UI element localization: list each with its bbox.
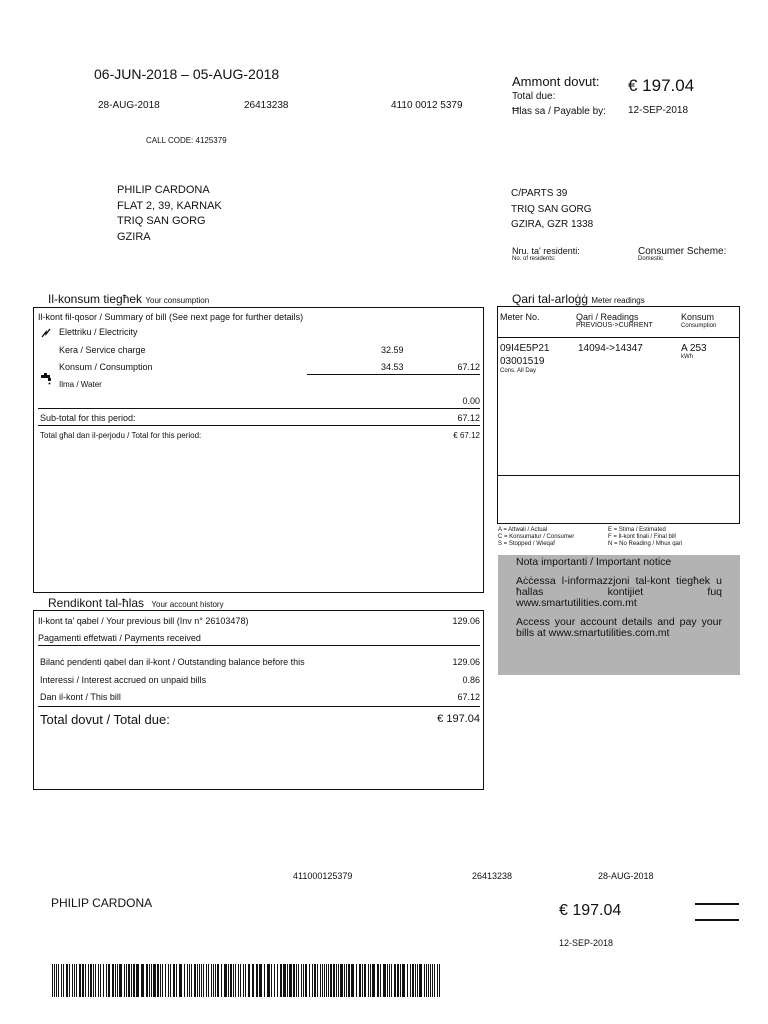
divider bbox=[307, 374, 480, 375]
barcode-bar bbox=[199, 964, 200, 997]
subtotal-value: 67.12 bbox=[457, 413, 480, 423]
total-due-label-history: Total dovut / Total due: bbox=[40, 712, 170, 727]
barcode-bar bbox=[61, 964, 62, 997]
barcode-bar bbox=[410, 964, 411, 997]
barcode-bar bbox=[160, 964, 161, 997]
barcode-bar bbox=[90, 964, 92, 997]
barcode-bar bbox=[430, 964, 431, 997]
consumption-title-en: Your consumption bbox=[145, 296, 210, 305]
meter-title bbox=[512, 292, 645, 306]
outstanding-label: Bilanċ pendenti qabel dan il-kont / Outstanding balance before this bbox=[40, 657, 305, 667]
barcode-bar bbox=[165, 964, 166, 997]
barcode-bar bbox=[213, 964, 214, 997]
consumption-title-mt: Il-konsum tiegħek bbox=[48, 292, 143, 306]
barcode-bar bbox=[131, 964, 132, 997]
barcode-bar bbox=[98, 964, 99, 997]
barcode-bar bbox=[69, 964, 70, 997]
barcode-bar bbox=[298, 964, 299, 997]
address-line: TRIQ SAN GORG bbox=[117, 215, 206, 227]
barcode-bar bbox=[356, 964, 357, 997]
barcode-bar bbox=[173, 964, 175, 997]
amount-due-label: Ammont dovut: bbox=[512, 74, 600, 89]
barcode-bar bbox=[377, 964, 379, 997]
barcode-bar bbox=[189, 964, 190, 997]
barcode-bar bbox=[336, 964, 337, 997]
barcode-bar bbox=[303, 964, 304, 997]
reading-legend-2 bbox=[608, 527, 682, 548]
notice-title: Nota importanti / Important notice bbox=[516, 556, 672, 568]
previous-bill-value: 129.06 bbox=[452, 616, 480, 626]
meter-readings: 14094->14347 bbox=[578, 343, 643, 354]
address-line: C/PARTS 39 bbox=[511, 188, 568, 199]
barcode-bar bbox=[437, 964, 438, 997]
meter-title-en: Meter readings bbox=[591, 296, 645, 305]
barcode-bar bbox=[283, 964, 286, 997]
barcode-bar bbox=[82, 964, 84, 997]
barcode-bar bbox=[338, 964, 339, 997]
barcode-bar bbox=[312, 964, 313, 997]
barcode-bar bbox=[221, 964, 222, 997]
barcode-bar bbox=[330, 964, 332, 997]
barcode-bar bbox=[407, 964, 408, 997]
barcode-bar bbox=[74, 964, 75, 997]
barcode-bar bbox=[76, 964, 77, 997]
barcode-bar bbox=[419, 964, 422, 997]
address-line: TRIQ SAN GORG bbox=[511, 203, 592, 215]
legend-item: C = Konsumatur / Consumer bbox=[498, 534, 575, 540]
reading-legend bbox=[498, 527, 574, 548]
barcode-bar bbox=[346, 964, 347, 997]
meter-box bbox=[497, 306, 740, 524]
barcode-bar bbox=[434, 964, 435, 997]
barcode-bar bbox=[115, 964, 116, 997]
summary-header: Il-kont fil-qosor / Summary of bill (See next page for further details) bbox=[38, 312, 304, 322]
billing-period: 06-JUN-2018 – 05-AUG-2018 bbox=[94, 66, 280, 82]
slip-amount: € 197.04 bbox=[559, 902, 622, 919]
barcode-bar bbox=[402, 964, 405, 997]
barcode-bar bbox=[389, 964, 390, 997]
barcode-bar bbox=[176, 964, 177, 997]
barcode-bar bbox=[317, 964, 318, 997]
barcode-bar bbox=[274, 964, 275, 997]
call-code: CALL CODE: 4125379 bbox=[146, 136, 227, 145]
history-title-mt: Rendikont tal-ħlas bbox=[48, 596, 145, 610]
barcode-bar bbox=[201, 964, 202, 997]
barcode-bar bbox=[351, 964, 354, 997]
payable-by-label: Ħlas sa / Payable by: bbox=[512, 106, 606, 117]
barcode-bar bbox=[245, 964, 246, 997]
divider bbox=[497, 475, 740, 476]
barcode-bar bbox=[397, 964, 399, 997]
barcode-bar bbox=[424, 964, 425, 997]
account-number: 4110 0012 5379 bbox=[391, 100, 463, 111]
barcode-bar bbox=[324, 964, 325, 997]
scheme-value: Domestic bbox=[638, 256, 664, 262]
period-total-value: € 67.12 bbox=[453, 431, 480, 440]
barcode-bar bbox=[362, 964, 363, 997]
barcode-bar bbox=[426, 964, 427, 997]
barcode-bar bbox=[322, 964, 323, 997]
notice-text-en: Access your account details and pay your bills at www.smartutilities.com.mt bbox=[516, 616, 722, 639]
meter-title-mt: Qari tal-arloġġ bbox=[512, 292, 589, 306]
meter-number: 09I4E5P21 bbox=[500, 343, 550, 354]
electricity-icon bbox=[41, 325, 51, 343]
barcode-bar bbox=[153, 964, 156, 997]
barcode-bar bbox=[141, 964, 144, 997]
barcode-bar bbox=[387, 964, 388, 997]
meter-consumption: A 253 bbox=[681, 343, 707, 354]
barcode-bar bbox=[412, 964, 414, 997]
barcode-bar bbox=[293, 964, 295, 997]
barcode-bar bbox=[117, 964, 118, 997]
barcode-bar bbox=[252, 964, 254, 997]
consumption-amount: 34.53 bbox=[381, 362, 404, 372]
legend-item: E = Stima / Estimated bbox=[608, 527, 666, 533]
barcode-bar bbox=[259, 964, 262, 997]
barcode-bar bbox=[256, 964, 258, 997]
barcode-bar bbox=[340, 964, 343, 997]
legend-item: A = Attwali / Actual bbox=[498, 527, 548, 533]
divider bbox=[38, 425, 480, 426]
payment-barcode bbox=[52, 964, 442, 997]
barcode-bar bbox=[106, 964, 107, 997]
barcode-bar bbox=[211, 964, 212, 997]
barcode-bar bbox=[314, 964, 316, 997]
barcode-bar bbox=[215, 964, 216, 997]
slip-date: 28-AUG-2018 bbox=[598, 871, 654, 881]
barcode-bar bbox=[126, 964, 127, 997]
barcode-bar bbox=[289, 964, 292, 997]
barcode-bar bbox=[52, 964, 53, 997]
barcode-bar bbox=[88, 964, 89, 997]
barcode-bar bbox=[119, 964, 122, 997]
barcode-bar bbox=[151, 964, 152, 997]
barcode-bar bbox=[364, 964, 366, 997]
divider bbox=[38, 645, 480, 646]
consumption-header: Konsum bbox=[681, 312, 715, 322]
barcode-bar bbox=[415, 964, 416, 997]
barcode-bar bbox=[267, 964, 270, 997]
barcode-bar bbox=[383, 964, 386, 997]
barcode-bar bbox=[230, 964, 232, 997]
barcode-bar bbox=[301, 964, 302, 997]
service-charge-label: Kera / Service charge bbox=[59, 345, 146, 355]
barcode-bar bbox=[66, 964, 68, 997]
readings-subheader: PREVIOUS->CURRENT bbox=[576, 322, 653, 329]
payable-by-date: 12-SEP-2018 bbox=[628, 105, 689, 116]
barcode-bar bbox=[439, 964, 440, 997]
barcode-bar bbox=[235, 964, 236, 997]
barcode-bar bbox=[217, 964, 219, 997]
barcode-bar bbox=[391, 964, 392, 997]
barcode-bar bbox=[162, 964, 163, 997]
slip-customer-name: PHILIP CARDONA bbox=[51, 896, 153, 910]
barcode-bar bbox=[79, 964, 81, 997]
barcode-bar bbox=[103, 964, 104, 997]
barcode-bar bbox=[368, 964, 369, 997]
tariff-label: Cons. All Day bbox=[500, 368, 537, 374]
barcode-bar bbox=[85, 964, 86, 997]
barcode-bar bbox=[348, 964, 350, 997]
barcode-bar bbox=[432, 964, 433, 997]
barcode-bar bbox=[206, 964, 207, 997]
residents-label-en: No. of residents: bbox=[512, 256, 556, 262]
barcode-bar bbox=[191, 964, 192, 997]
previous-bill-label: Il-kont ta' qabel / Your previous bill (Inv n° 26103478) bbox=[38, 616, 249, 626]
water-label: Ilma / Water bbox=[59, 380, 102, 389]
divider bbox=[497, 337, 740, 338]
slip-payable-by: 12-SEP-2018 bbox=[559, 938, 614, 948]
history-title bbox=[48, 596, 224, 610]
barcode-bar bbox=[133, 964, 135, 997]
this-bill-label: Dan il-kont / This bill bbox=[40, 692, 121, 702]
barcode-bar bbox=[197, 964, 198, 997]
water-total: 0.00 bbox=[462, 396, 480, 406]
barcode-bar bbox=[333, 964, 335, 997]
address-line: PHILIP CARDONA bbox=[117, 184, 210, 196]
barcode-bar bbox=[264, 964, 265, 997]
barcode-bar bbox=[240, 964, 241, 997]
barcode-bar bbox=[124, 964, 125, 997]
subtotal-label: Sub-total for this period: bbox=[40, 413, 136, 423]
bill-number: 26413238 bbox=[244, 100, 289, 111]
barcode-bar bbox=[243, 964, 244, 997]
water-tap-icon bbox=[40, 372, 54, 390]
barcode-bar bbox=[100, 964, 101, 997]
barcode-bar bbox=[72, 964, 73, 997]
legend-item: N = No Reading / Mhux qari bbox=[608, 541, 683, 547]
barcode-bar bbox=[344, 964, 345, 997]
barcode-bar bbox=[326, 964, 327, 997]
barcode-bar bbox=[417, 964, 418, 997]
notice-text-mt: Aċċessa l-informazzjoni tal-kont tiegħek u ħallas kontijiet fuq www.smartutilities.com.mt bbox=[516, 575, 722, 609]
slip-mark bbox=[695, 903, 739, 905]
barcode-bar bbox=[370, 964, 371, 997]
barcode-bar bbox=[168, 964, 169, 997]
service-charge-amount: 32.59 bbox=[381, 345, 404, 355]
barcode-bar bbox=[112, 964, 114, 997]
barcode-bar bbox=[187, 964, 188, 997]
barcode-bar bbox=[271, 964, 272, 997]
barcode-bar bbox=[296, 964, 297, 997]
legend-item: F = Il-kont finali / Final bill bbox=[608, 534, 676, 540]
barcode-bar bbox=[305, 964, 307, 997]
barcode-bar bbox=[63, 964, 64, 997]
barcode-bar bbox=[203, 964, 204, 997]
barcode-bar bbox=[136, 964, 139, 997]
barcode-bar bbox=[233, 964, 234, 997]
supply-address bbox=[511, 186, 593, 233]
barcode-bar bbox=[309, 964, 310, 997]
bill-date: 28-AUG-2018 bbox=[98, 100, 160, 111]
meter-number-2: 03001519 bbox=[500, 356, 545, 367]
readings-header: Qari / Readings bbox=[576, 312, 639, 322]
barcode-bar bbox=[54, 964, 55, 997]
consumption-subheader: Consumption bbox=[681, 323, 717, 329]
barcode-bar bbox=[277, 964, 278, 997]
payments-label: Pagamenti effetwati / Payments received bbox=[38, 633, 201, 643]
important-notice bbox=[498, 555, 740, 675]
address-line: FLAT 2, 39, KARNAK bbox=[117, 199, 222, 212]
barcode-bar bbox=[428, 964, 429, 997]
customer-address bbox=[117, 183, 222, 245]
consumption-title bbox=[48, 292, 209, 306]
barcode-bar bbox=[287, 964, 288, 997]
barcode-bar bbox=[380, 964, 381, 997]
slip-mark bbox=[695, 919, 739, 921]
address-line: GZIRA, GZR 1338 bbox=[511, 219, 594, 230]
scheme-label: Consumer Scheme: bbox=[638, 246, 727, 257]
total-due-value-history: € 197.04 bbox=[437, 713, 480, 725]
barcode-bar bbox=[228, 964, 229, 997]
electricity-total: 67.12 bbox=[457, 362, 480, 372]
consumption-label: Konsum / Consumption bbox=[59, 362, 153, 372]
barcode-bar bbox=[280, 964, 282, 997]
barcode-bar bbox=[58, 964, 59, 997]
barcode-bar bbox=[394, 964, 396, 997]
barcode-bar bbox=[194, 964, 196, 997]
barcode-bar bbox=[328, 964, 329, 997]
barcode-bar bbox=[400, 964, 401, 997]
barcode-bar bbox=[95, 964, 96, 997]
barcode-bar bbox=[146, 964, 148, 997]
barcode-bar bbox=[372, 964, 375, 997]
barcode-bar bbox=[238, 964, 239, 997]
slip-account-number: 411000125379 bbox=[293, 871, 353, 881]
electricity-label: Elettriku / Electricity bbox=[59, 327, 138, 337]
barcode-bar bbox=[56, 964, 57, 997]
barcode-bar bbox=[208, 964, 209, 997]
legend-item: S = Stopped / Wieqaf bbox=[498, 541, 555, 547]
barcode-bar bbox=[179, 964, 182, 997]
barcode-bar bbox=[128, 964, 130, 997]
meter-no-header: Meter No. bbox=[500, 312, 540, 322]
barcode-bar bbox=[157, 964, 159, 997]
barcode-bar bbox=[320, 964, 321, 997]
barcode-bar bbox=[248, 964, 250, 997]
barcode-bar bbox=[93, 964, 94, 997]
address-line: GZIRA bbox=[117, 230, 151, 243]
period-total-label: Total għal dan il-perjodu / Total for this period: bbox=[40, 431, 202, 440]
divider bbox=[38, 706, 480, 707]
divider bbox=[38, 408, 480, 409]
interest-label: Interessi / Interest accrued on unpaid bills bbox=[40, 675, 207, 685]
barcode-bar bbox=[184, 964, 185, 997]
total-due-label: Total due: bbox=[512, 91, 556, 102]
amount-due-value: € 197.04 bbox=[628, 76, 695, 95]
slip-bill-number: 26413238 bbox=[472, 871, 513, 881]
outstanding-value: 129.06 bbox=[452, 657, 480, 667]
barcode-bar bbox=[170, 964, 171, 997]
residents-label: Nru. ta' residenti: bbox=[512, 246, 580, 256]
meter-unit: kWh bbox=[681, 354, 693, 360]
barcode-bar bbox=[359, 964, 361, 997]
history-title-en: Your account history bbox=[151, 600, 224, 609]
this-bill-value: 67.12 bbox=[457, 692, 480, 702]
barcode-bar bbox=[108, 964, 110, 997]
barcode-bar bbox=[224, 964, 227, 997]
barcode-bar bbox=[149, 964, 150, 997]
interest-value: 0.86 bbox=[462, 675, 480, 685]
